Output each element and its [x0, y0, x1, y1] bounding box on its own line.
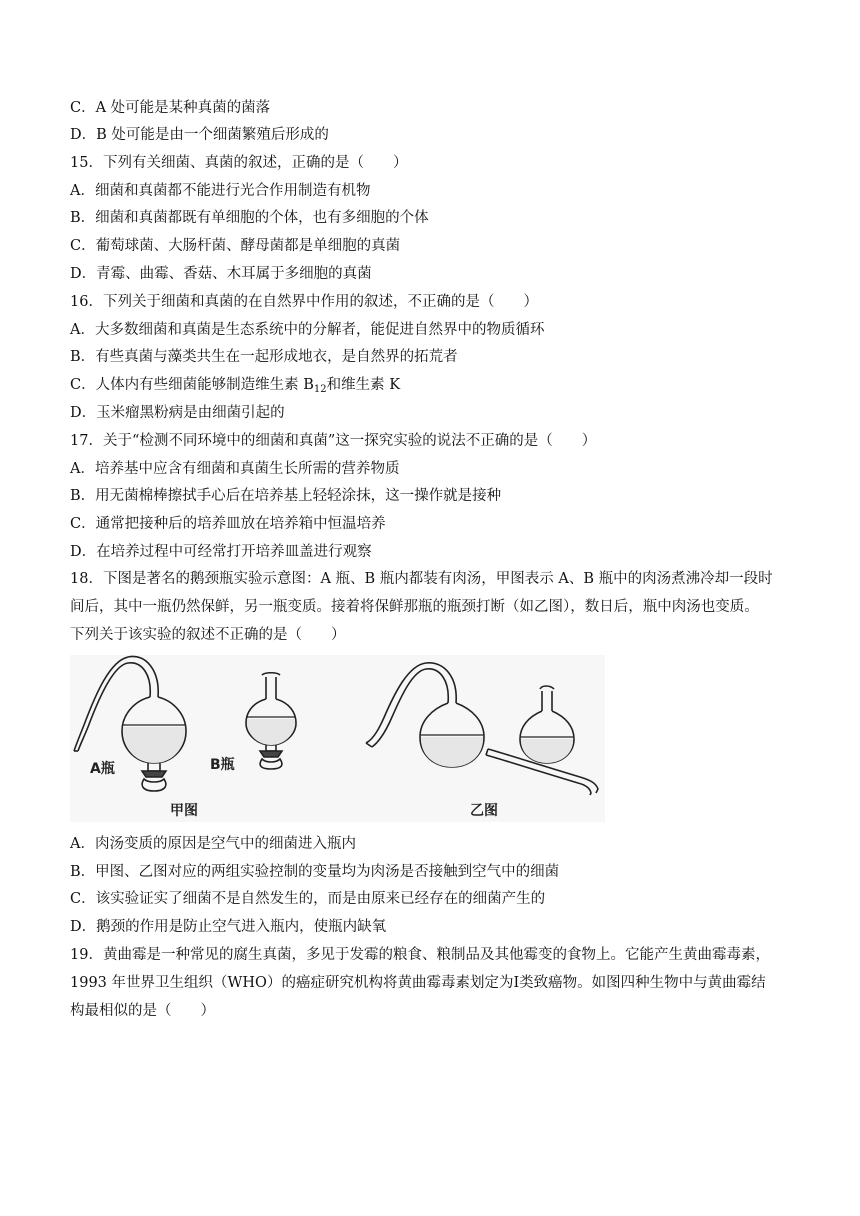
question-18-line-2: 间后，其中一瓶仍然保鲜，另一瓶变质。接着将保鲜那瓶的瓶颈打断（如乙图），数日后，瓶中肉汤也变质。 [70, 599, 759, 615]
question-18-option-d: D．鹅颈的作用是防止空气进入瓶内，使瓶内缺氧 [70, 919, 387, 935]
question-19-line-2: 1993 年世界卫生组织（WHO）的癌症研究机构将黄曲霉毒素划定为Ⅰ类致癌物。如图四种生物中与黄曲霉结 [70, 975, 766, 991]
vitamin-subscript: 12 [313, 384, 327, 395]
question-16-option-c-pre: C．人体内有些细菌能够制造维生素 B [70, 377, 314, 393]
question-15-option-a: A．细菌和真菌都不能进行光合作用制造有机物 [70, 183, 371, 199]
option-c-text: C．A 处可能是某种真菌的菌落 [70, 100, 271, 116]
question-18-option-b: B．甲图、乙图对应的两组实验控制的变量均为肉汤是否接触到空气中的细菌 [70, 864, 560, 880]
question-15-option-d: D．青霉、曲霉、香菇、木耳属于多细胞的真菌 [70, 266, 372, 282]
question-17-option-b: B．用无菌棉棒擦拭手心后在培养基上轻轻涂抹，这一操作就是接种 [70, 488, 502, 504]
flask-b-icon [246, 673, 296, 769]
question-17: 17．关于“检测不同环境中的细菌和真菌”这一探究实验的说法不正确的是（ ） [70, 433, 597, 449]
question-15-option-c: C．葡萄球菌、大肠杆菌、酵母菌都是单细胞的真菌 [70, 238, 401, 254]
question-16: 16．下列关于细菌和真菌的在自然界中作用的叙述，不正确的是（ ） [70, 294, 538, 310]
swan-neck-flask-figure [70, 655, 605, 822]
question-16-option-a: A．大多数细菌和真菌是生态系统中的分解者，能促进自然界中的物质循环 [70, 322, 545, 338]
option-d-text: D．B 处可能是由一个细菌繁殖后形成的 [70, 127, 329, 143]
question-18-line-3: 下列关于该实验的叙述不正确的是（ ） [70, 627, 346, 643]
flask-a-label: A瓶 [90, 761, 115, 777]
question-18-line-1: 18．下图是著名的鹅颈瓶实验示意图：A 瓶、B 瓶内都装有肉汤，甲图表示 A、B 瓶中的肉汤煮沸冷却一段时 [70, 571, 773, 587]
question-18-option-a: A．肉汤变质的原因是空气中的细菌进入瓶内 [70, 836, 356, 852]
flask-illustration [70, 655, 605, 822]
flask-c-icon [366, 663, 484, 767]
question-17-option-a: A．培养基中应含有细菌和真菌生长所需的营养物质 [70, 461, 400, 477]
figure-jia-label: 甲图 [170, 803, 198, 819]
question-15-option-b: B．细菌和真菌都既有单细胞的个体，也有多细胞的个体 [70, 210, 429, 226]
question-15: 15．下列有关细菌、真菌的叙述，正确的是（ ） [70, 155, 408, 171]
question-19-line-3: 构最相似的是（ ） [70, 1003, 215, 1019]
question-16-option-c-post: 和维生素 K [326, 377, 401, 393]
question-18-option-c: C．该实验证实了细菌不是自然发生的，而是由原来已经存在的细菌产生的 [70, 891, 546, 907]
question-16-option-d: D．玉米瘤黑粉病是由细菌引起的 [70, 405, 285, 421]
question-17-option-d: D．在培养过程中可经常打开培养皿盖进行观察 [70, 544, 372, 560]
question-19-line-1: 19．黄曲霉是一种常见的腐生真菌，多见于发霉的粮食、粮制品及其他霉变的食物上。它能产生黄曲霉毒素， [70, 947, 770, 963]
question-16-option-c [70, 375, 400, 395]
figure-yi-label: 乙图 [470, 803, 498, 819]
flask-d-icon [520, 686, 574, 763]
question-17-option-c: C．通常把接种后的培养皿放在培养箱中恒温培养 [70, 516, 386, 532]
flask-b-label: B瓶 [210, 757, 235, 773]
question-16-option-b: B．有些真菌与藻类共生在一起形成地衣，是自然界的拓荒者 [70, 349, 458, 365]
